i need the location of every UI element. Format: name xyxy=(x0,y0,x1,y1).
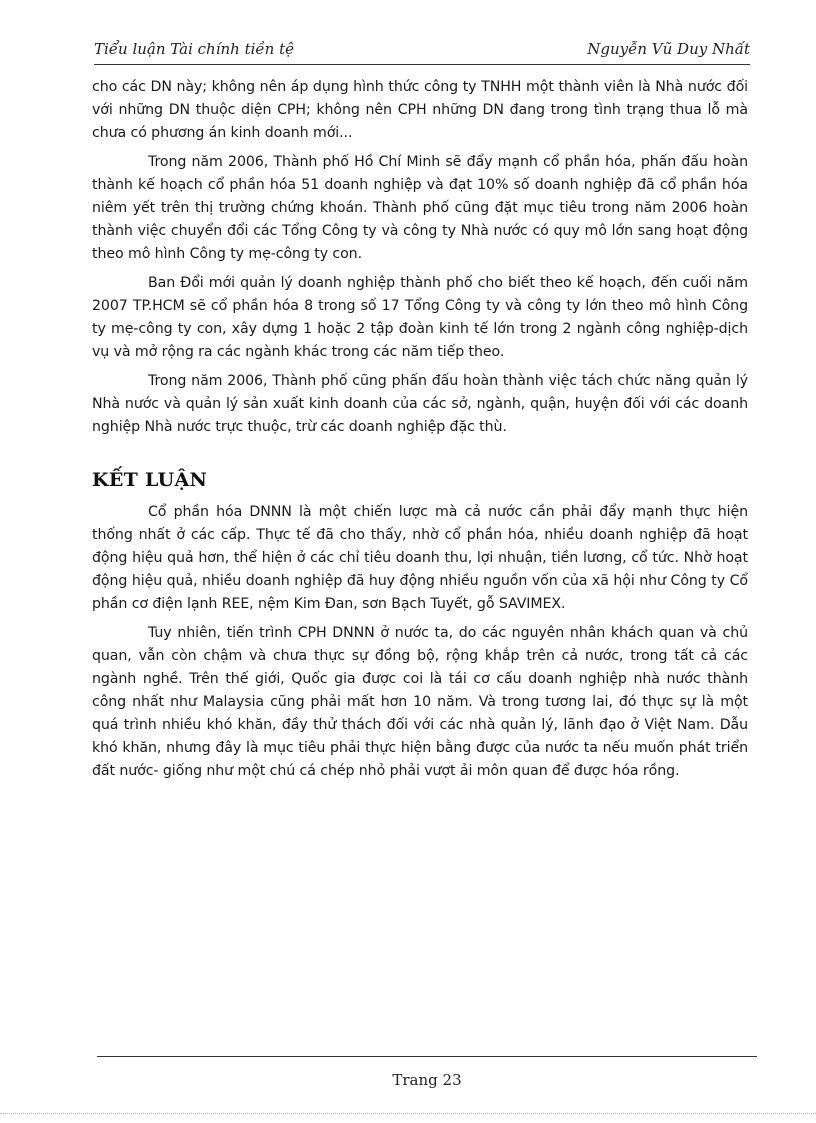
paragraph: Trong năm 2006, Thành phố Hồ Chí Minh sẽ đẩy mạnh cổ phần hóa, phấn đấu hoàn thành kế hoạch cổ phần hóa 51 doanh nghiệp và đạt 10% số doanh nghiệp đã cổ phần hóa niêm yết trên thị trường chứng khoán. Thành phố cũng đặt mục tiêu trong năm 2006 hoàn thành việc chuyển đổi các Tổng Công ty và công ty Nhà nước có quy mô lớn sang hoạt động theo mô hình Công ty mẹ-công ty con. xyxy=(92,154,748,262)
page-number: Trang 23 xyxy=(392,1071,462,1089)
footer-divider xyxy=(97,1056,757,1057)
page-edge-dots xyxy=(0,1113,816,1114)
paragraph: Tuy nhiên, tiến trình CPH DNNN ở nước ta, do các nguyên nhân khách quan và chủ quan, vẫn còn chậm và chưa thực sự đồng bộ, rộng khắp trên cả nước, trong tất cả các ngành nghề. Trên thế giới, Quốc gia được coi là tái cơ cấu doanh nghiệp nhà nước thành công nhất như Malaysia cũng phải mất hơn 10 năm. Và trong tương lai, đó thực sự là một quá trình nhiều khó khăn, đầy thử thách đối với các nhà quản lý, lãnh đạo ở Việt Nam. Dẫu khó khăn, nhưng đây là mục tiêu phải thực hiện bằng được của nước ta nếu muốn phát triển đất nước- giống như một chú cá chép nhỏ phải vượt ải môn quan để được hóa rồng. xyxy=(92,625,748,779)
section-heading: KẾT LUẬN xyxy=(92,469,208,491)
paragraph-continuation: cho các DN này; không nên áp dụng hình thức công ty TNHH một thành viên là Nhà nước đối với những DN thuộc diện CPH; không nên CPH những DN đang trong tình trạng thua lỗ mà chưa có phương án kinh doanh mới... xyxy=(92,79,748,141)
header-divider xyxy=(94,64,750,65)
header-author: Nguyễn Vũ Duy Nhất xyxy=(587,40,750,58)
paragraph: Trong năm 2006, Thành phố cũng phấn đấu hoàn thành việc tách chức năng quản lý Nhà nước và quản lý sản xuất kinh doanh của các sở, ngành, quận, huyện đối với các doanh nghiệp Nhà nước trực thuộc, trừ các doanh nghiệp đặc thù. xyxy=(92,373,748,435)
page-header xyxy=(94,38,750,62)
paragraph: Ban Đổi mới quản lý doanh nghiệp thành phố cho biết theo kế hoạch, đến cuối năm 2007 TP.HCM sẽ cổ phần hóa 8 trong số 17 Tổng Công ty và công ty lớn theo mô hình Công ty mẹ-công ty con, xây dựng 1 hoặc 2 tập đoàn kinh tế lớn trong 2 ngành công nghiệp-dịch vụ và mở rộng ra các ngành khác trong các năm tiếp theo. xyxy=(92,275,748,360)
document-body xyxy=(92,76,748,789)
paragraph: Cổ phần hóa DNNN là một chiến lược mà cả nước cần phải đẩy mạnh thực hiện thống nhất ở các cấp. Thực tế đã cho thấy, nhờ cổ phần hóa, nhiều doanh nghiệp đã hoạt động hiệu quả hơn, thể hiện ở các chỉ tiêu doanh thu, lợi nhuận, tiền lương, cổ tức. Nhờ hoạt động hiệu quả, nhiều doanh nghiệp đã huy động nhiều nguồn vốn của xã hội như Công ty Cổ phần cơ điện lạnh REE, nệm Kim Đan, sơn Bạch Tuyết, gỗ SAVIMEX. xyxy=(92,504,748,612)
header-title: Tiểu luận Tài chính tiền tệ xyxy=(94,40,294,58)
